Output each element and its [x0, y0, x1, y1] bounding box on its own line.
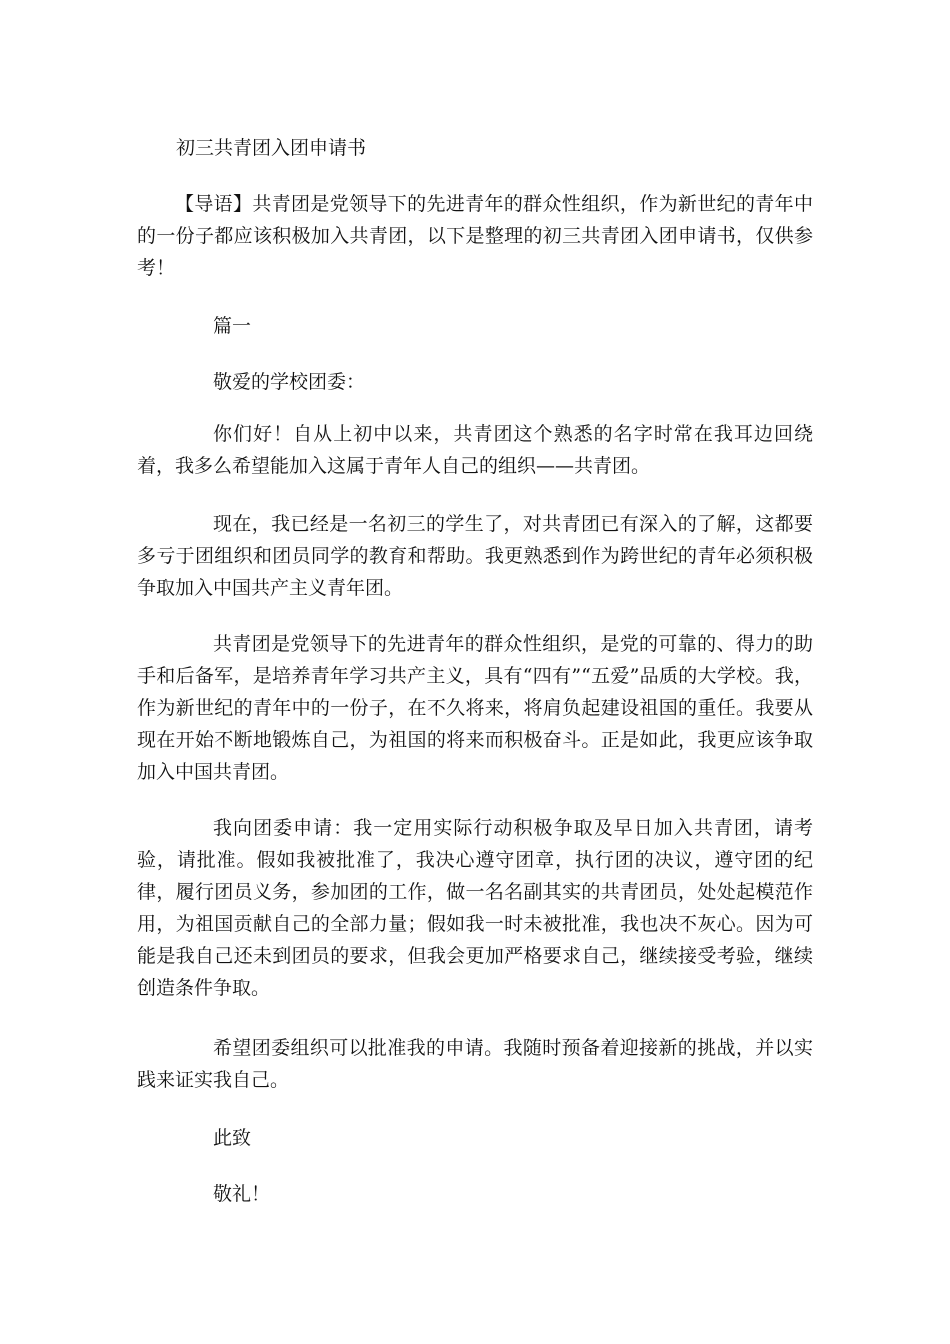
closing-line: 此致	[213, 1127, 252, 1149]
intro-paragraph: 【导语】共青团是党领导下的先进青年的群众性组织，作为新世纪的青年中的一份子都应该积极加入共青团，以下是整理的初三共青团入团申请书，仅供参考！	[137, 193, 813, 279]
body-paragraph: 我向团委申请：我一定用实际行动积极争取及早日加入共青团，请考验，请批准。假如我被批准了，我决心遵守团章，执行团的决议，遵守团的纪律，履行团员义务，参加团的工作，做一名名副其实的共青团员，处处起模范作用，为祖国贡献自己的全部力量；假如我一时未被批准，我也决不灰心。因为可能是我自己还未到团员的要求，但我会更加严格要求自己，继续接受考验，继续创造条件争取。	[137, 817, 813, 999]
body-paragraph: 你们好！自从上初中以来，共青团这个熟悉的名字时常在我耳边回绕着，我多么希望能加入这属于青年人自己的组织——共青团。	[137, 423, 813, 477]
body-paragraph: 共青团是党领导下的先进青年的群众性组织，是党的可靠的、得力的助手和后备军，是培养青年学习共产主义，具有“四有”“五爱”品质的大学校。我，作为新世纪的青年中的一份子，在不久将来，将肩负起建设祖国的重任。我要从现在开始不断地锻炼自己，为祖国的将来而积极奋斗。正是如此，我更应该争取加入中国共青团。	[137, 633, 813, 783]
section-heading: 篇一	[213, 315, 252, 337]
document-title: 初三共青团入团申请书	[176, 137, 367, 159]
body-paragraph: 现在，我已经是一名初三的学生了，对共青团已有深入的了解，这都要多亏于团组织和团员同学的教育和帮助。我更熟悉到作为跨世纪的青年必须积极争取加入中国共产主义青年团。	[137, 513, 813, 599]
body-paragraph: 希望团委组织可以批准我的申请。我随时预备着迎接新的挑战，并以实践来证实我自己。	[137, 1037, 813, 1091]
closing-salute: 敬礼！	[213, 1183, 271, 1205]
salutation: 敬爱的学校团委：	[213, 371, 366, 393]
